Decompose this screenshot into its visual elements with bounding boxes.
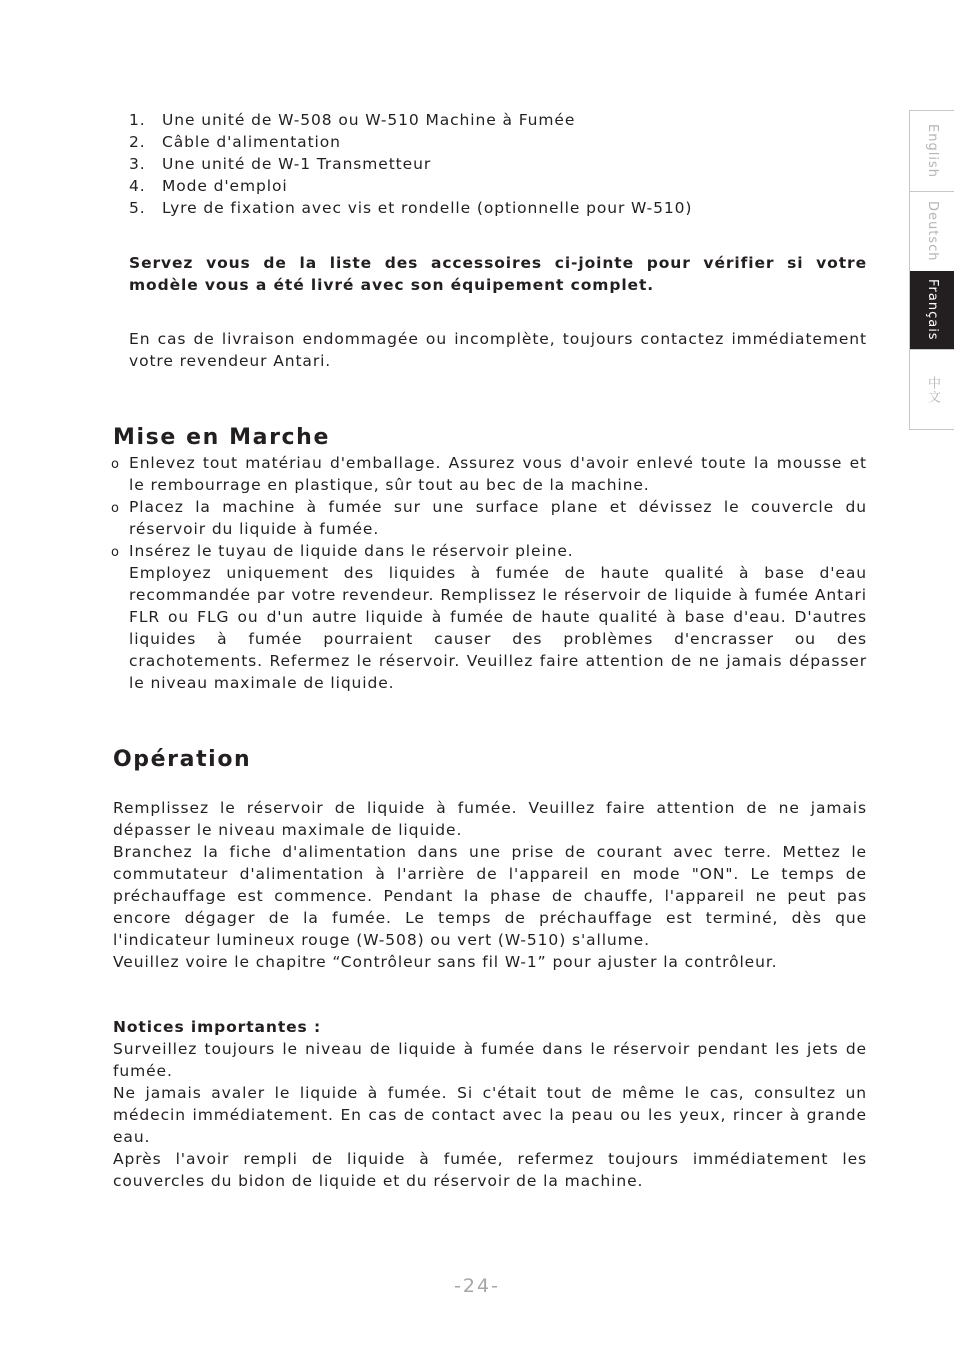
paragraph: Ne jamais avaler le liquide à fumée. Si c'était tout de même le cas, consultez un médecin immédiatement. En cas de contact avec la peau ou les yeux, rincer à grande eau.: [113, 1084, 867, 1146]
paragraph: Surveillez toujours le niveau de liquide à fumée dans le réservoir pendant les jets de fumée.: [113, 1040, 867, 1080]
paragraph: Après l'avoir rempli de liquide à fumée, refermez toujours immédiatement les couvercles du bidon de liquide et du réservoir de la machine.: [113, 1150, 867, 1190]
paragraph: Veuillez voire le chapitre “Contrôleur sans fil W-1” pour ajuster la contrôleur.: [113, 953, 778, 971]
page-number: -24-: [454, 1275, 500, 1297]
setup-steps: [111, 452, 867, 694]
notices-label: Notices importantes :: [113, 1018, 322, 1036]
accessories-check-note: Servez vous de la liste des accessoires ci-jointe pour vérifier si votre modèle vous a été livré avec son équipement complet.: [129, 254, 867, 294]
paragraph: Remplissez le réservoir de liquide à fumée. Veuillez faire attention de ne jamais dépasser le niveau maximale de liquide.: [113, 799, 867, 839]
list-item: 5. Lyre de fixation avec vis et rondelle (optionnelle pour W-510): [129, 199, 693, 217]
language-tabs: [909, 110, 954, 430]
tab-deutsch[interactable]: Deutsch: [925, 201, 940, 262]
tab-chinese[interactable]: 中文: [910, 349, 954, 430]
list-item: 1. Une unité de W-508 ou W-510 Machine à Fumée: [129, 111, 576, 129]
paragraph: Branchez la fiche d'alimentation dans une prise de courant avec terre. Mettez le commutateur d'alimentation à l'arrière de l'appareil en mode "ON". Le temps de préchauffage est commence. Pendant la phase de chauffe, l'appareil ne peut pas encore dégager de la fumée. Le temps de préchauffage est terminé, dès que l'indicateur lumineux rouge (W-508) ou vert (W-510) s'allume.: [113, 843, 867, 949]
important-notices: [113, 1016, 867, 1192]
list-item: 4. Mode d'emploi: [129, 177, 288, 195]
bullet-mark: o: [111, 501, 120, 516]
tab-francais[interactable]: Français: [910, 271, 954, 349]
fluid-note: Employez uniquement des liquides à fumée de haute qualité à base d'eau recommandée par votre revendeur. Remplissez le réservoir de liquide à fumée Antari FLR ou FLG ou d'un autre liquide à fumée de haute qualité à base d'eau. D'autres liquides à fumée pourraient causer des problèmes d'encrasser ou des crachotements. Refermez le réservoir. Veuillez faire attention de ne jamais dépasser le niveau maximale de liquide.: [129, 564, 867, 692]
operation-text: [113, 797, 867, 973]
tab-english[interactable]: English: [910, 111, 954, 192]
list-item: 2. Câble d'alimentation: [129, 133, 341, 151]
list-item: o Enlevez tout matériau d'emballage. Assurez vous d'avoir enlevé toute la mousse et le rembourrage en plastique, sûr tout au bec de la machine.: [111, 454, 867, 494]
list-item: 3. Une unité de W-1 Transmetteur: [129, 155, 432, 173]
list-item: o Placez la machine à fumée sur une surface plane et dévissez le couvercle du réservoir du liquide à fumée.: [111, 498, 867, 538]
section-title-operation: Opération: [113, 747, 252, 772]
damage-contact-note: En cas de livraison endommagée ou incomplète, toujours contactez immédiatement votre revendeur Antari.: [129, 330, 867, 370]
bullet-mark: o: [111, 457, 120, 472]
bullet-mark: o: [111, 545, 120, 560]
section-title-setup: Mise en Marche: [113, 425, 330, 450]
package-contents-list: [129, 109, 869, 219]
list-item: o Insérez le tuyau de liquide dans le réservoir pleine.: [129, 540, 867, 562]
